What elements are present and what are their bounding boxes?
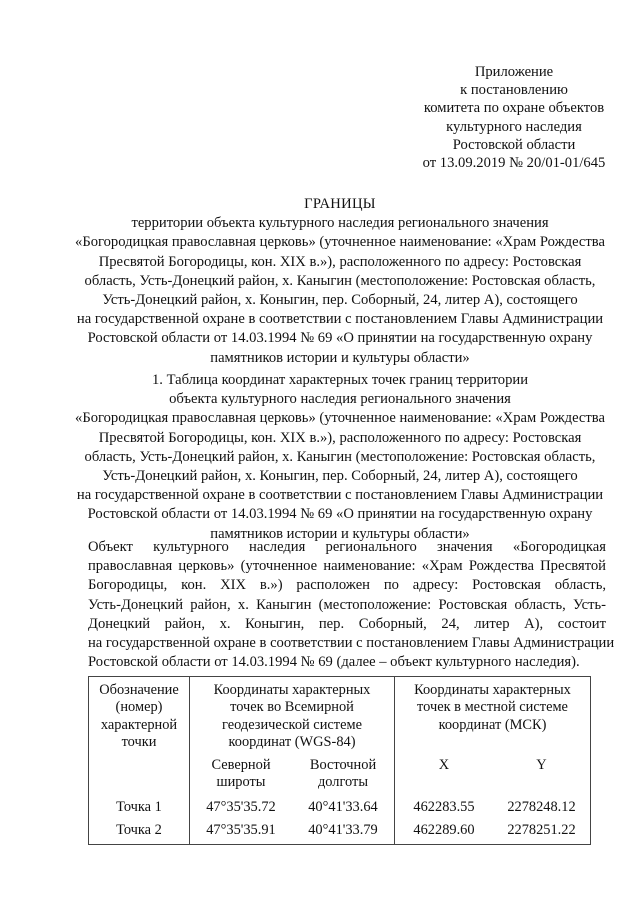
table-title: [40, 371, 640, 544]
body-line: на государственной охране в соответствии с постановлением Главы Администрации: [88, 635, 615, 652]
table-title-line: памятников истории и культуры области»: [210, 525, 470, 542]
appendix-line: к постановлению: [460, 82, 568, 99]
appendix-line: Приложение: [474, 64, 554, 80]
subheader-east-longitude: Восточной долготы: [309, 757, 377, 791]
appendix-line: от 13.09.2019 № 20/01-01/645: [422, 155, 606, 172]
table-title-line: 1. Таблица координат характерных точек границ территории: [151, 372, 529, 388]
table-title-line: «Богородицкая православная церковь» (уточненное наименование: «Храм Рождества: [75, 410, 605, 427]
cell-x: 462283.55: [413, 799, 475, 815]
table-title-line: Пресвятой Богородицы, кон. XIX в.»), расположенного по адресу: Ростовская: [98, 429, 582, 446]
cell-x: 462289.60: [413, 822, 475, 838]
appendix-block: [380, 63, 640, 172]
title-line: область, Усть-Донецкий район, х. Каныгин (местоположение: Ростовская область,: [84, 272, 596, 289]
subheader-x: X: [438, 757, 450, 773]
cell-north: 47°35'35.91: [206, 822, 276, 838]
document-title: [40, 195, 640, 368]
title-line: памятников истории и культуры области»: [210, 349, 470, 366]
cell-point-name: Точка 2: [116, 822, 162, 838]
title-line: Усть-Донецкий район, х. Коныгин, пер. Соборный, 24, литер А), состоящего: [102, 292, 578, 309]
body-paragraph: [88, 538, 615, 672]
table-border-right: [590, 676, 591, 845]
appendix-line: культурного наследия: [446, 118, 582, 135]
body-line: православная церковь» (уточненное наименование: «Храм Рождества Пресвятой: [88, 558, 606, 575]
table-title-line: на государственной охране в соответствии с постановлением Главы Администрации: [76, 487, 604, 504]
title-line: Ростовской области от 14.03.1994 № 69 «О принятии на государственную охрану: [87, 330, 593, 347]
appendix-line: Ростовской области: [452, 136, 576, 153]
table-title-line: объекта культурного наследия регионального значения: [169, 391, 511, 408]
cell-north: 47°35'35.72: [206, 799, 276, 815]
title-line: территории объекта культурного наследия регионального значения: [131, 215, 549, 232]
title-line: «Богородицкая православная церковь» (уточненное наименование: «Храм Рождества: [75, 234, 605, 251]
subheader-y: Y: [536, 757, 547, 773]
header-wgs84: Координаты характерных точек во Всемирной геодезической системе координат (WGS-84): [213, 682, 371, 751]
title-line: на государственной охране в соответствии с постановлением Главы Администрации: [76, 311, 604, 328]
table-border-top: [88, 676, 590, 677]
header-point-designation: Обозначение (номер) характерной точки: [99, 682, 179, 751]
cell-east: 40°41'33.64: [308, 799, 378, 815]
body-line: Донецкий район, х. Коныгин, пер. Соборный, 24, литер А), состоит: [88, 615, 606, 632]
table-border-bottom: [88, 844, 590, 845]
table-title-line: область, Усть-Донецкий район, х. Каныгин (местоположение: Ростовская область,: [84, 448, 596, 465]
header-msk: Координаты характерных точек в местной системе координат (МСК): [414, 682, 571, 733]
cell-y: 2278248.12: [507, 799, 576, 815]
title-heading: ГРАНИЦЫ: [304, 196, 376, 212]
cell-y: 2278251.22: [507, 822, 576, 838]
subheader-north-latitude: Северной широты: [211, 757, 271, 791]
body-line: Объект культурного наследия регионального значения «Богородицкая: [88, 539, 606, 555]
table-title-line: Усть-Донецкий район, х. Коныгин, пер. Соборный, 24, литер А), состоящего: [102, 468, 578, 485]
cell-east: 40°41'33.79: [308, 822, 378, 838]
title-line: Пресвятой Богородицы, кон. XIX в.»), расположенного по адресу: Ростовская: [98, 253, 582, 270]
body-line: Богородицы, кон. XIX в.») расположен по адресу: Ростовская область,: [88, 577, 606, 594]
body-line: Ростовской области от 14.03.1994 № 69 (далее – объект культурного наследия).: [88, 654, 580, 671]
body-line: Усть-Донецкий район, х. Каныгин (местоположение: Ростовская область, Усть-: [88, 596, 606, 613]
table-title-line: Ростовской области от 14.03.1994 № 69 «О принятии на государственную охрану: [87, 506, 593, 523]
appendix-line: комитета по охране объектов: [423, 100, 605, 117]
cell-point-name: Точка 1: [116, 799, 162, 815]
